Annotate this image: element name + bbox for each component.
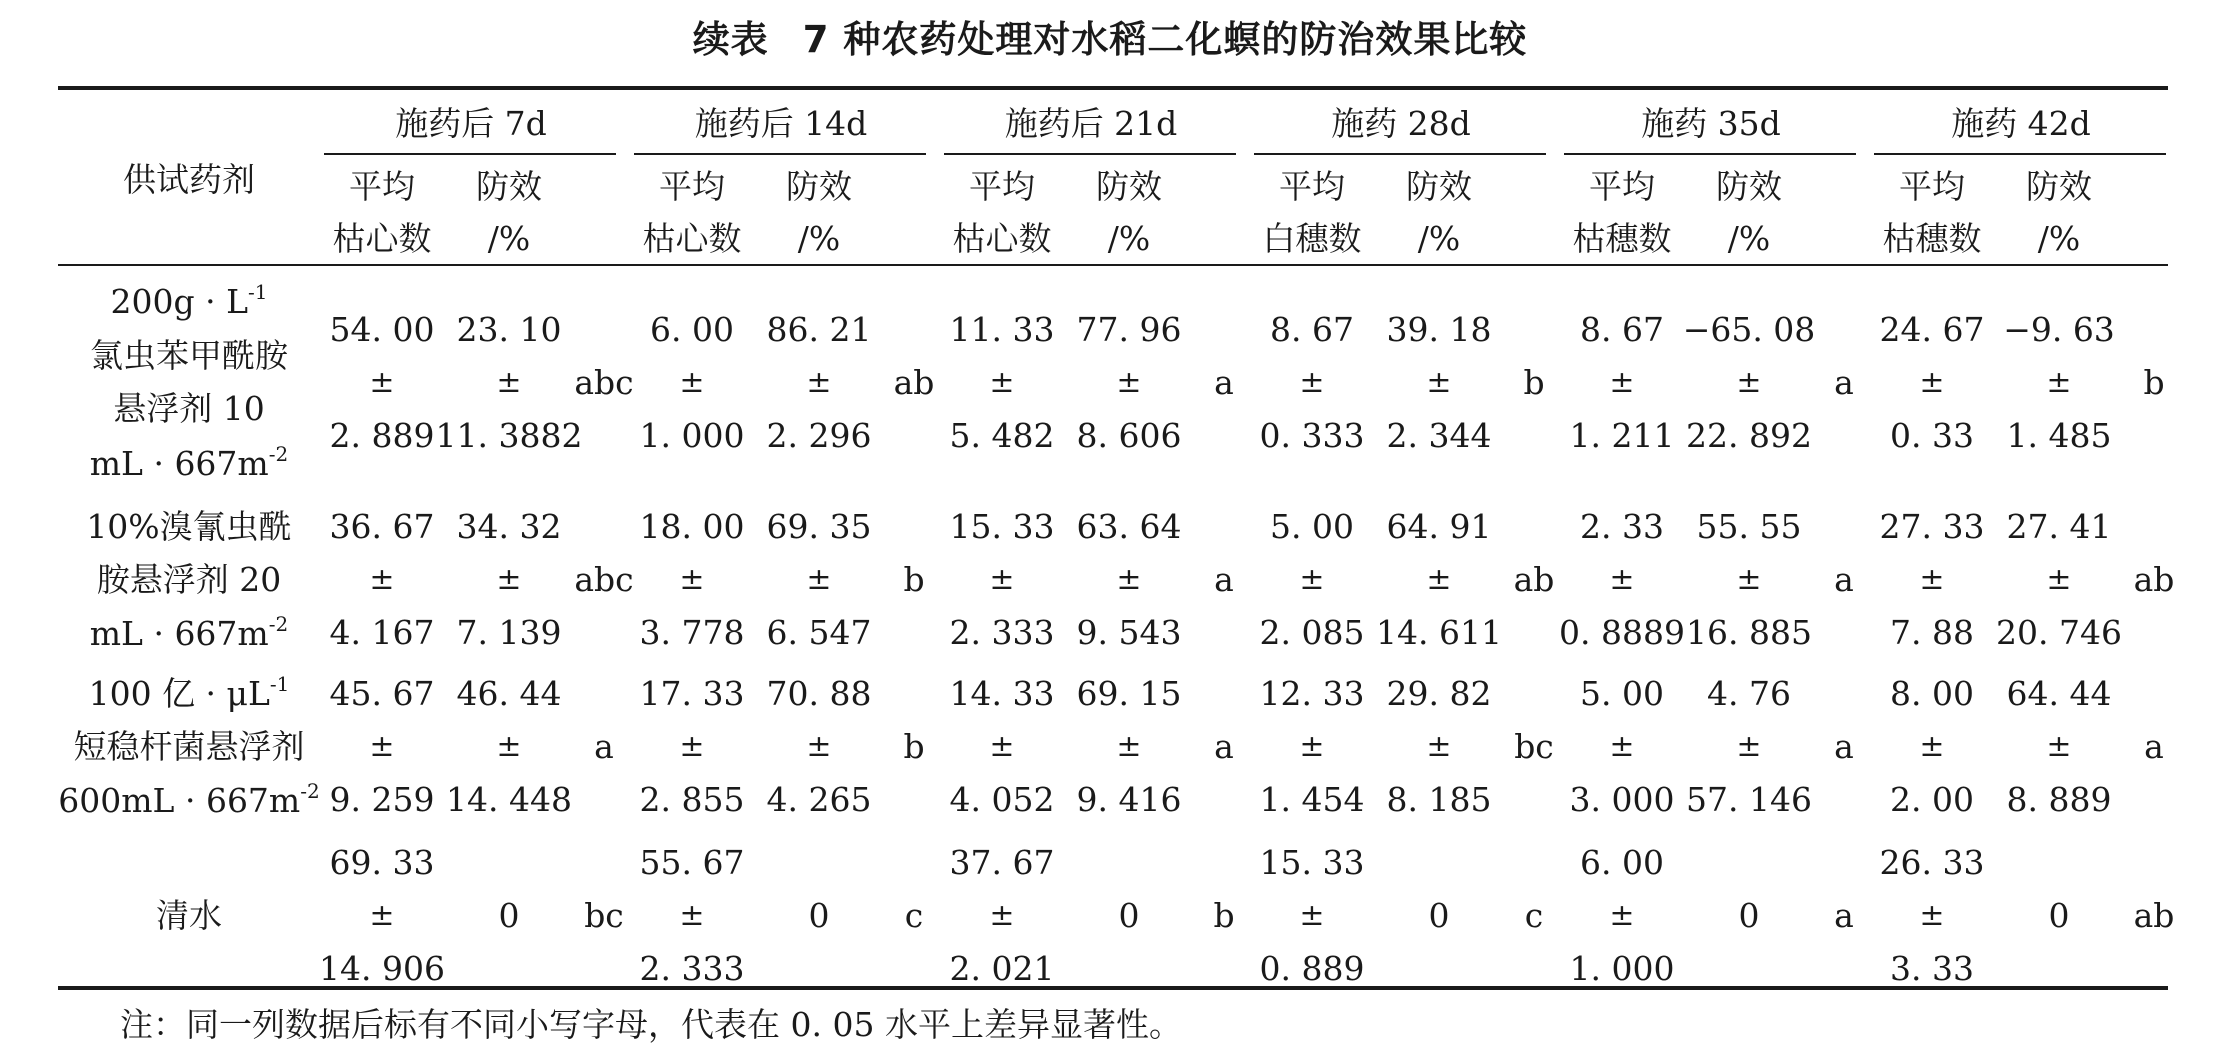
efficacy-value: 39. 18	[1386, 310, 1492, 349]
efficacy-value: 70. 88	[766, 674, 872, 713]
efficacy-std-error: 2. 344	[1386, 416, 1492, 455]
mean-std-error: 2. 021	[949, 949, 1055, 988]
significance-letter: b	[903, 727, 925, 766]
drug-name-line	[58, 896, 320, 936]
mean-std-error: 2. 333	[949, 613, 1055, 652]
mean-std-error: 2. 855	[639, 780, 745, 819]
plus-minus-sign: ±	[1299, 365, 1325, 400]
plus-minus-sign: ±	[2046, 562, 2072, 597]
header-drug-label: 供试药剂	[123, 160, 255, 199]
drug-name-line	[58, 727, 320, 767]
drug-name-line	[58, 336, 320, 376]
efficacy-value: 63. 64	[1076, 507, 1182, 546]
plus-minus-sign: ±	[1299, 562, 1325, 597]
header-group-label: 施药后 14d	[694, 104, 868, 143]
efficacy-value: 64. 44	[2006, 674, 2112, 713]
header-sub-eff-top: 防效	[786, 167, 852, 206]
header-sub-eff-top: 防效	[1406, 167, 1472, 206]
mean-std-error: 2. 00	[1890, 780, 1974, 819]
efficacy-std-error: 8. 185	[1386, 780, 1492, 819]
efficacy-std-error: 6. 547	[766, 613, 872, 652]
header-sub-eff-bottom: /%	[1417, 219, 1461, 258]
group-underline	[324, 153, 616, 155]
significance-letter: a	[1834, 560, 1854, 599]
header-sub-mean-top: 平均	[659, 167, 725, 206]
mean-value: 6. 00	[1580, 843, 1664, 882]
plus-minus-sign: ±	[1426, 562, 1452, 597]
efficacy-value: 0	[808, 896, 830, 935]
header-group-label: 施药 35d	[1641, 104, 1781, 143]
mean-std-error: 0. 333	[1259, 416, 1365, 455]
plus-minus-sign: ±	[806, 562, 832, 597]
drug-name-text: 10%溴氰虫酰	[86, 507, 292, 546]
plus-minus-sign: ±	[1919, 729, 1945, 764]
header-sub-eff-bottom: /%	[797, 219, 841, 258]
mean-value: 15. 33	[949, 507, 1055, 546]
efficacy-std-error: 7. 139	[456, 613, 562, 652]
significance-letter: a	[1214, 560, 1234, 599]
drug-name-text: 600mL · 667m	[58, 781, 301, 820]
header-sub-eff-top: 防效	[2026, 167, 2092, 206]
mean-value: 27. 33	[1879, 507, 1985, 546]
mean-std-error: 2. 333	[639, 949, 745, 988]
plus-minus-sign: ±	[1116, 562, 1142, 597]
drug-name-text: 胺悬浮剂 20	[96, 560, 282, 599]
header-group-label: 施药后 7d	[395, 104, 547, 143]
efficacy-value: 64. 91	[1386, 507, 1492, 546]
mean-std-error: 0. 889	[1259, 949, 1365, 988]
plus-minus-sign: ±	[369, 729, 395, 764]
header-sub-eff-top: 防效	[476, 167, 542, 206]
header-sub-mean-bottom: 枯心数	[642, 219, 742, 258]
mean-value: 15. 33	[1259, 843, 1365, 882]
drug-name-line	[58, 444, 320, 484]
efficacy-value: 34. 32	[456, 507, 562, 546]
group-underline	[634, 153, 926, 155]
efficacy-std-error: 14. 611	[1376, 613, 1502, 652]
mean-std-error: 1. 211	[1569, 416, 1675, 455]
efficacy-std-error: 2. 296	[766, 416, 872, 455]
plus-minus-sign: ±	[1609, 562, 1635, 597]
efficacy-value: 69. 15	[1076, 674, 1182, 713]
significance-letter: b	[2143, 363, 2165, 402]
efficacy-value: −65. 08	[1682, 310, 1816, 349]
plus-minus-sign: ±	[496, 562, 522, 597]
efficacy-std-error: 22. 892	[1686, 416, 1812, 455]
mean-value: 54. 00	[329, 310, 435, 349]
drug-name-text: 200g · L	[110, 282, 248, 321]
group-underline	[1254, 153, 1546, 155]
mean-std-error: 0. 8889	[1559, 613, 1685, 652]
plus-minus-sign: ±	[806, 729, 832, 764]
header-sub-mean-bottom: 枯心数	[332, 219, 432, 258]
mean-value: 8. 67	[1270, 310, 1354, 349]
efficacy-value: 0	[498, 896, 520, 935]
significance-letter: c	[1524, 896, 1544, 935]
mean-value: 24. 67	[1879, 310, 1985, 349]
efficacy-value: 0	[2048, 896, 2070, 935]
header-sub-mean-top: 平均	[1279, 167, 1345, 206]
mean-std-error: 3. 000	[1569, 780, 1675, 819]
mean-value: 6. 00	[650, 310, 734, 349]
mean-std-error: 0. 33	[1890, 416, 1974, 455]
mean-value: 12. 33	[1259, 674, 1365, 713]
mean-value: 55. 67	[639, 843, 745, 882]
significance-letter: c	[904, 896, 924, 935]
mean-value: 45. 67	[329, 674, 435, 713]
mean-std-error: 7. 88	[1890, 613, 1974, 652]
efficacy-std-error: 8. 606	[1076, 416, 1182, 455]
mean-value: 11. 33	[949, 310, 1055, 349]
plus-minus-sign: ±	[1736, 562, 1762, 597]
drug-name-line	[58, 674, 320, 714]
plus-minus-sign: ±	[1736, 365, 1762, 400]
header-group-label: 施药后 21d	[1004, 104, 1178, 143]
plus-minus-sign: ±	[496, 729, 522, 764]
mean-std-error: 5. 482	[949, 416, 1055, 455]
header-sub-eff-top: 防效	[1096, 167, 1162, 206]
significance-letter: a	[2144, 727, 2164, 766]
header-sub-eff-bottom: /%	[487, 219, 531, 258]
drug-name-line	[58, 507, 320, 547]
plus-minus-sign: ±	[1299, 898, 1325, 933]
efficacy-value: 46. 44	[456, 674, 562, 713]
plus-minus-sign: ±	[989, 365, 1015, 400]
significance-letter: ab	[2133, 560, 2175, 599]
plus-minus-sign: ±	[1609, 898, 1635, 933]
header-sub-eff-top: 防效	[1716, 167, 1782, 206]
efficacy-std-error: 20. 746	[1996, 613, 2122, 652]
plus-minus-sign: ±	[496, 365, 522, 400]
plus-minus-sign: ±	[369, 365, 395, 400]
significance-letter: a	[1834, 727, 1854, 766]
significance-letter: abc	[574, 363, 634, 402]
efficacy-value: 27. 41	[2006, 507, 2112, 546]
efficacy-value: 23. 10	[456, 310, 562, 349]
mean-std-error: 9. 259	[329, 780, 435, 819]
efficacy-value: 0	[1428, 896, 1450, 935]
significance-letter: bc	[584, 896, 624, 935]
plus-minus-sign: ±	[1116, 365, 1142, 400]
plus-minus-sign: ±	[989, 562, 1015, 597]
plus-minus-sign: ±	[1116, 729, 1142, 764]
mean-value: 18. 00	[639, 507, 745, 546]
efficacy-std-error: 9. 416	[1076, 780, 1182, 819]
efficacy-value: 29. 82	[1386, 674, 1492, 713]
plus-minus-sign: ±	[1736, 729, 1762, 764]
group-underline	[944, 153, 1236, 155]
header-sub-eff-bottom: /%	[1107, 219, 1151, 258]
efficacy-value: 77. 96	[1076, 310, 1182, 349]
significance-letter: b	[1213, 896, 1235, 935]
mean-std-error: 3. 778	[639, 613, 745, 652]
significance-letter: abc	[574, 560, 634, 599]
mean-std-error: 1. 454	[1259, 780, 1365, 819]
header-group-label: 施药 42d	[1951, 104, 2091, 143]
mean-value: 37. 67	[949, 843, 1055, 882]
group-underline	[1564, 153, 1856, 155]
header-sub-eff-bottom: /%	[2037, 219, 2081, 258]
plus-minus-sign: ±	[1609, 729, 1635, 764]
efficacy-value: 55. 55	[1696, 507, 1802, 546]
mean-value: 26. 33	[1879, 843, 1985, 882]
mean-value: 69. 33	[329, 843, 435, 882]
drug-name-line	[58, 389, 320, 429]
efficacy-value: 69. 35	[766, 507, 872, 546]
drug-name-text: 清水	[156, 896, 222, 935]
drug-name-text: 100 亿 · μL	[88, 674, 270, 713]
mean-value: 5. 00	[1270, 507, 1354, 546]
significance-letter: a	[1834, 896, 1854, 935]
header-sub-mean-bottom: 枯穗数	[1572, 219, 1672, 258]
unit-exponent: -1	[248, 280, 268, 304]
unit-exponent: -2	[300, 779, 320, 803]
significance-letter: b	[1523, 363, 1545, 402]
significance-letter: bc	[1514, 727, 1554, 766]
significance-letter: a	[1214, 727, 1234, 766]
mean-std-error: 14. 906	[319, 949, 445, 988]
efficacy-std-error: 57. 146	[1686, 780, 1812, 819]
table-note: 注：同一列数据后标有不同小写字母，代表在 0. 05 水平上差异显著性。	[120, 1005, 1182, 1044]
mean-value: 2. 33	[1580, 507, 1664, 546]
group-underline	[1874, 153, 2166, 155]
plus-minus-sign: ±	[679, 562, 705, 597]
plus-minus-sign: ±	[2046, 729, 2072, 764]
plus-minus-sign: ±	[1919, 898, 1945, 933]
unit-exponent: -1	[269, 672, 290, 696]
plus-minus-sign: ±	[2046, 365, 2072, 400]
header-sub-mean-top: 平均	[969, 167, 1035, 206]
mean-std-error: 1. 000	[1569, 949, 1675, 988]
mean-value: 8. 67	[1580, 310, 1664, 349]
significance-letter: ab	[2133, 896, 2175, 935]
efficacy-std-error: 14. 448	[446, 780, 572, 819]
plus-minus-sign: ±	[1919, 562, 1945, 597]
mean-value: 8. 00	[1890, 674, 1974, 713]
plus-minus-sign: ±	[1919, 365, 1945, 400]
mean-std-error: 1. 000	[639, 416, 745, 455]
efficacy-std-error: 9. 543	[1076, 613, 1182, 652]
drug-name-line	[58, 282, 320, 322]
unit-exponent: -2	[268, 442, 289, 466]
mean-value: 36. 67	[329, 507, 435, 546]
plus-minus-sign: ±	[989, 729, 1015, 764]
plus-minus-sign: ±	[1426, 729, 1452, 764]
drug-name-text: 悬浮剂 10	[113, 389, 265, 428]
drug-name-text: mL · 667m	[89, 614, 269, 653]
mean-std-error: 4. 052	[949, 780, 1055, 819]
plus-minus-sign: ±	[806, 365, 832, 400]
header-sub-mean-bottom: 枯心数	[952, 219, 1052, 258]
efficacy-std-error: 1. 485	[2006, 416, 2112, 455]
mean-value: 17. 33	[639, 674, 745, 713]
drug-name-text: mL · 667m	[89, 444, 269, 483]
efficacy-value: −9. 63	[2003, 310, 2115, 349]
plus-minus-sign: ±	[369, 898, 395, 933]
significance-letter: b	[903, 560, 925, 599]
significance-letter: a	[1214, 363, 1234, 402]
drug-name-line	[58, 781, 320, 821]
header-sub-mean-top: 平均	[349, 167, 415, 206]
title-prefix: 续表	[692, 18, 769, 61]
mean-std-error: 4. 167	[329, 613, 435, 652]
mean-value: 5. 00	[1580, 674, 1664, 713]
mean-std-error: 2. 085	[1259, 613, 1365, 652]
efficacy-value: 4. 76	[1707, 674, 1791, 713]
efficacy-std-error: 4. 265	[766, 780, 872, 819]
plus-minus-sign: ±	[679, 365, 705, 400]
efficacy-value: 0	[1118, 896, 1140, 935]
plus-minus-sign: ±	[679, 898, 705, 933]
drug-name-line	[58, 560, 320, 600]
efficacy-std-error: 16. 885	[1686, 613, 1812, 652]
top-rule	[58, 86, 2168, 90]
unit-exponent: -2	[268, 612, 289, 636]
mean-std-error: 2. 889	[329, 416, 435, 455]
header-sub-mean-bottom: 白穗数	[1262, 219, 1362, 258]
plus-minus-sign: ±	[679, 729, 705, 764]
significance-letter: ab	[1513, 560, 1555, 599]
header-sub-eff-bottom: /%	[1727, 219, 1771, 258]
significance-letter: a	[1834, 363, 1854, 402]
mean-value: 14. 33	[949, 674, 1055, 713]
plus-minus-sign: ±	[989, 898, 1015, 933]
header-sub-mean-top: 平均	[1589, 167, 1655, 206]
efficacy-value: 0	[1738, 896, 1760, 935]
header-group-label: 施药 28d	[1331, 104, 1471, 143]
efficacy-value: 86. 21	[766, 310, 872, 349]
efficacy-std-error: 8. 889	[2006, 780, 2112, 819]
mean-std-error: 3. 33	[1890, 949, 1974, 988]
drug-name-line	[58, 614, 320, 654]
efficacy-std-error: 11. 3882	[435, 416, 583, 455]
plus-minus-sign: ±	[1299, 729, 1325, 764]
drug-name-text: 氯虫苯甲酰胺	[90, 336, 288, 375]
table-title	[0, 10, 2220, 70]
plus-minus-sign: ±	[1609, 365, 1635, 400]
drug-name-text: 短稳杆菌悬浮剂	[73, 727, 305, 766]
plus-minus-sign: ±	[369, 562, 395, 597]
significance-letter: ab	[893, 363, 935, 402]
title-main: 7 种农药处理对水稻二化螟的防治效果比较	[802, 18, 1528, 61]
header-sub-mean-top: 平均	[1899, 167, 1965, 206]
header-sub-mean-bottom: 枯穗数	[1882, 219, 1982, 258]
header-rule	[58, 264, 2168, 266]
plus-minus-sign: ±	[1426, 365, 1452, 400]
significance-letter: a	[594, 727, 614, 766]
